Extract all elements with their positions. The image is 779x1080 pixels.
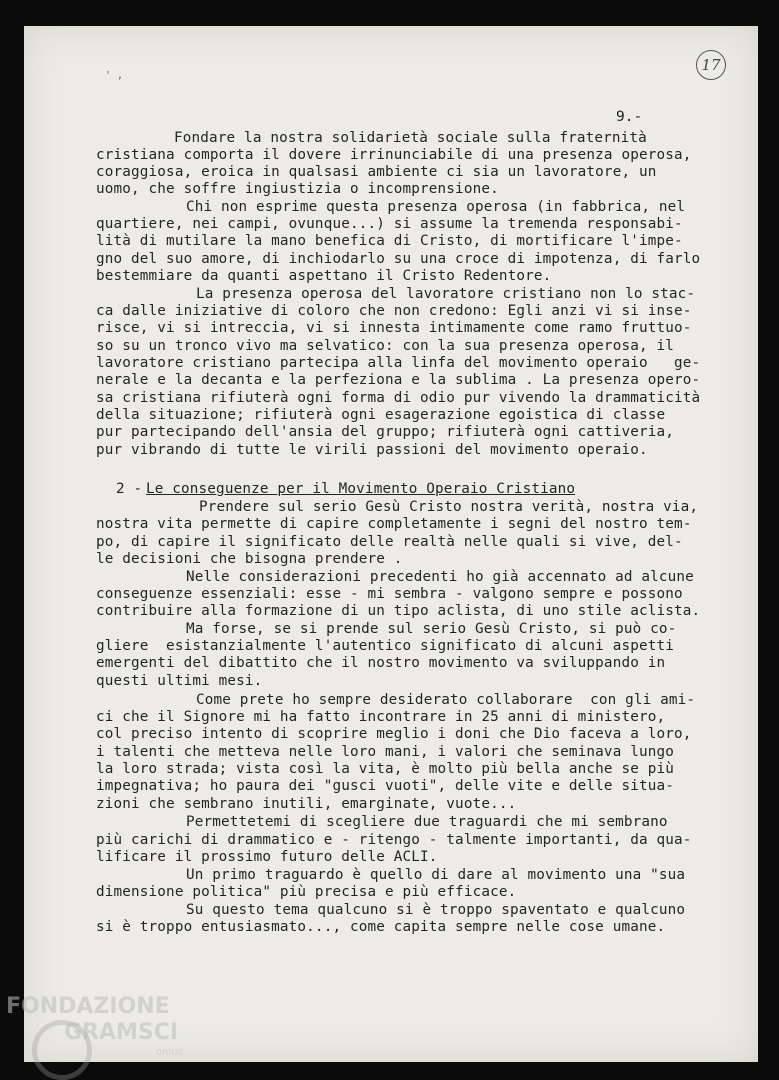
corner-mark: ' , bbox=[105, 70, 124, 81]
text-line: nerale e la decanta e la perfeziona e la sublima . La presenza opero- bbox=[96, 372, 701, 388]
text-line: i talenti che metteva nelle loro mani, i valori che seminava lungo bbox=[96, 744, 674, 760]
section-number: 2 - bbox=[116, 481, 152, 497]
text-line: col preciso intento di scoprire meglio i doni che Dio faceva a loro, bbox=[96, 726, 692, 742]
text-line: pur partecipando dell'ansia del gruppo; rifiuterà ogni cattiveria, bbox=[96, 424, 674, 440]
text-line: sa cristiana rifiuterà ogni forma di odio pur vivendo la drammaticità bbox=[96, 390, 701, 406]
text-line: ci che il Signore mi ha fatto incontrare in 25 anni di ministero, bbox=[96, 709, 666, 725]
text-line: la loro strada; vista così la vita, è molto più bella anche se più bbox=[96, 761, 674, 777]
text-line: bestemmiare da quanti aspettano il Cristo Redentore. bbox=[96, 268, 552, 284]
text-line: pur vibrando di tutte le virili passioni del movimento operaio. bbox=[96, 442, 648, 458]
text-line: lificare il prossimo futuro delle ACLI. bbox=[96, 849, 438, 865]
text-line: contribuire alla formazione di un tipo aclista, di uno stile aclista. bbox=[96, 603, 701, 619]
text-line: le decisioni che bisogna prendere . bbox=[96, 551, 403, 567]
text-line: risce, vi si intreccia, vi si innesta intimamente come ramo fruttuo- bbox=[96, 320, 692, 336]
watermark-line3: onlus bbox=[156, 1047, 183, 1058]
text-line: Fondare la nostra solidarietà sociale sulla fraternità bbox=[174, 130, 647, 146]
text-line: cristiana comporta il dovere irrinunciabile di una presenza operosa, bbox=[96, 147, 692, 163]
text-line: Come prete ho sempre desiderato collaborare con gli ami- bbox=[196, 692, 696, 708]
text-line: uomo, che soffre ingiustizia o incomprensione. bbox=[96, 181, 499, 197]
text-line: La presenza operosa del lavoratore cristiano non lo stac- bbox=[196, 286, 696, 302]
text-line: gliere esistanzialmente l'autentico significato di alcuni aspetti bbox=[96, 638, 674, 654]
text-line: ca dalle iniziative di coloro che non credono: Egli anzi vi si inse- bbox=[96, 303, 692, 319]
text-line: si è troppo entusiasmato..., come capita sempre nelle cose umane. bbox=[96, 919, 666, 935]
watermark-line2: GRAMSCI bbox=[64, 1020, 179, 1045]
page-id-circle: 17 bbox=[696, 50, 726, 80]
text-line: più carichi di drammatico e - ritengo - talmente importanti, da qua- bbox=[96, 832, 692, 848]
text-line: nostra vita permette di capire completamente i segni del nostro tem- bbox=[96, 516, 692, 532]
text-line: lavoratore cristiano partecipa alla linfa del movimento operaio ge- bbox=[96, 355, 701, 371]
text-line: Su questo tema qualcuno si è troppo spaventato e qualcuno bbox=[186, 902, 686, 918]
text-line: gno del suo amore, di inchiodarlo su una croce di impotenza, di farlo bbox=[96, 251, 701, 267]
text-line: zioni che sembrano inutili, emarginate, vuote... bbox=[96, 796, 517, 812]
document-page bbox=[24, 26, 758, 1062]
page-number: 9.- bbox=[616, 109, 643, 125]
text-line: dimensione politica" più precisa e più efficace. bbox=[96, 884, 517, 900]
text-line: Ma forse, se si prende sul serio Gesù Cristo, si può co- bbox=[186, 621, 677, 637]
watermark-logo bbox=[6, 994, 183, 1066]
text-line: della situazione; rifiuterà ogni esagerazione egoistica di classe bbox=[96, 407, 666, 423]
text-line: po, di capire il significato delle realtà nelle quali si vive, del- bbox=[96, 534, 683, 550]
text-line: Chi non esprime questa presenza operosa (in fabbrica, nel bbox=[186, 199, 686, 215]
section-heading: Le conseguenze per il Movimento Operaio Cristiano bbox=[146, 481, 576, 497]
text-line: lità di mutilare la mano benefica di Cristo, di mortificare l'impe- bbox=[96, 233, 683, 249]
text-line: quartiere, nei campi, ovunque...) si assume la tremenda responsabi- bbox=[96, 216, 683, 232]
text-line: conseguenze essenziali: esse - mi sembra - valgono sempre e possono bbox=[96, 586, 683, 602]
text-line: Prendere sul serio Gesù Cristo nostra verità, nostra via, bbox=[199, 499, 699, 515]
text-line: emergenti del dibattito che il nostro movimento va sviluppando in bbox=[96, 655, 666, 671]
text-line: impegnativa; ho paura dei "gusci vuoti", delle vite e delle situa- bbox=[96, 778, 674, 794]
text-line: so su un tronco vivo ma selvatico: con la sua presenza operosa, il bbox=[96, 338, 674, 354]
watermark-line1: FONDAZIONE bbox=[6, 994, 170, 1019]
text-line: Un primo traguardo è quello di dare al movimento una "sua bbox=[186, 867, 686, 883]
text-line: questi ultimi mesi. bbox=[96, 673, 263, 689]
text-line: Nelle considerazioni precedenti ho già accennato ad alcune bbox=[186, 569, 694, 585]
text-line: coraggiosa, eroica in qualsasi ambiente ci sia un lavoratore, un bbox=[96, 164, 657, 180]
text-line: Permettetemi di scegliere due traguardi che mi sembrano bbox=[186, 814, 668, 830]
